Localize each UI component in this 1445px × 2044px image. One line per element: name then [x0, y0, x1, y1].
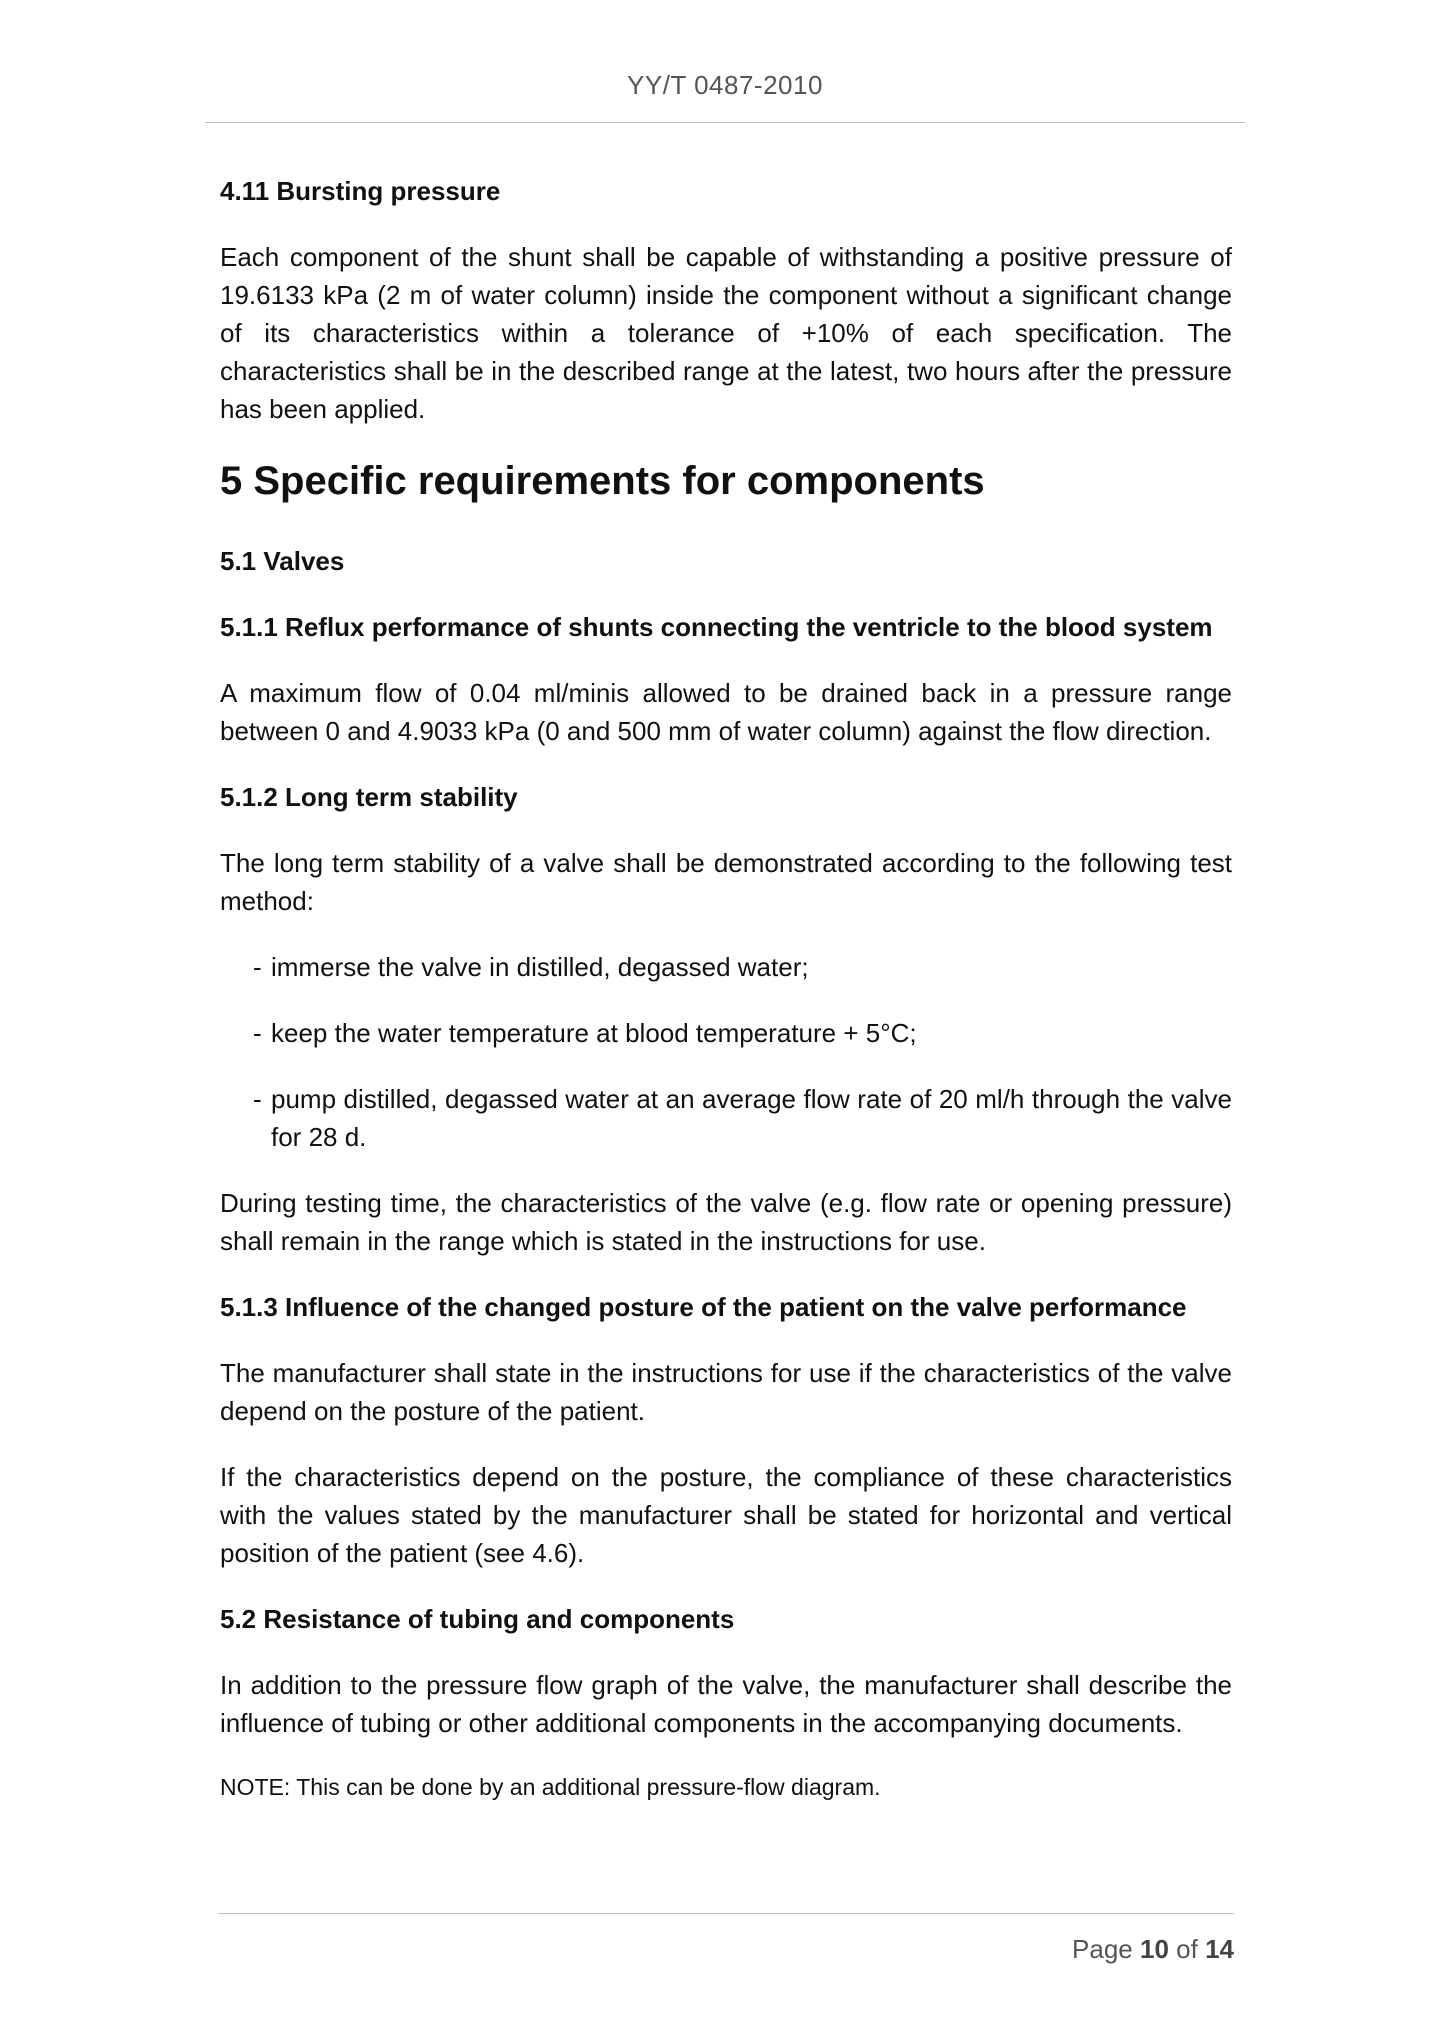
section-5-2-paragraph: In addition to the pressure flow graph of the valve, the manufacturer shall describe the influence of tubing or other additional components in the accompanying documents.: [220, 1670, 1232, 1738]
list-item: [220, 948, 1232, 986]
section-5-1-2-heading: 5.1.2 Long term stability: [220, 782, 518, 812]
section-5-2-note: NOTE: This can be done by an additional pressure-flow diagram.: [220, 1774, 881, 1800]
list-item: [220, 1014, 1232, 1052]
section-5-heading: 5 Specific requirements for components: [220, 459, 985, 503]
section-5-1-3-paragraph-2: If the characteristics depend on the posture, the compliance of these characteristics with the values stated by the manufacturer shall be stated for horizontal and vertical position of the patient (see 4.6).: [220, 1462, 1232, 1568]
section-5-1-1-heading: 5.1.1 Reflux performance of shunts connecting the ventricle to the blood system: [220, 612, 1213, 642]
header-divider: [205, 122, 1245, 123]
section-4-11-heading: 4.11 Bursting pressure: [220, 176, 501, 206]
section-5-1-3-paragraph-1: The manufacturer shall state in the instructions for use if the characteristics of the valve depend on the posture of the patient.: [220, 1358, 1232, 1426]
page-word: Page: [1072, 1934, 1133, 1964]
page-header-doc-id: YY/T 0487-2010: [627, 70, 823, 100]
section-5-2-heading: 5.2 Resistance of tubing and components: [220, 1604, 735, 1634]
list-item-text: pump distilled, degassed water at an average flow rate of 20 ml/h through the valve for 28 d.: [271, 1084, 1232, 1152]
of-word: of: [1176, 1934, 1198, 1964]
test-method-list: [220, 948, 1232, 1156]
footer-divider: [218, 1913, 1234, 1914]
page-number: [218, 1934, 1234, 1965]
total-pages: 14: [1205, 1934, 1234, 1964]
section-5-1-3-heading: 5.1.3 Influence of the changed posture of the patient on the valve performance: [220, 1292, 1187, 1322]
current-page: 10: [1140, 1934, 1169, 1964]
list-item: [220, 1080, 1232, 1156]
list-dash: -: [253, 952, 262, 982]
list-item-text: keep the water temperature at blood temperature + 5°C;: [271, 1018, 917, 1048]
list-item-text: immerse the valve in distilled, degassed water;: [271, 952, 809, 982]
document-body: [220, 172, 1232, 1804]
section-5-1-2-intro: The long term stability of a valve shall be demonstrated according to the following test method:: [220, 848, 1232, 916]
list-dash: -: [253, 1084, 262, 1114]
section-4-11-paragraph: Each component of the shunt shall be capable of withstanding a positive pressure of 19.6133 kPa (2 m of water column) inside the component without a significant change of its characteristics within a tolerance of +10% of each specification. The characteristics shall be in the described range at the latest, two hours after the pressure has been applied.: [220, 242, 1232, 424]
section-5-1-2-paragraph: During testing time, the characteristics of the valve (e.g. flow rate or opening pressure) shall remain in the range which is stated in the instructions for use.: [220, 1188, 1232, 1256]
list-dash: -: [253, 1018, 262, 1048]
section-5-1-heading: 5.1 Valves: [220, 546, 345, 576]
section-5-1-1-paragraph: A maximum flow of 0.04 ml/minis allowed to be drained back in a pressure range between 0 and 4.9033 kPa (0 and 500 mm of water column) against the flow direction.: [220, 678, 1232, 746]
